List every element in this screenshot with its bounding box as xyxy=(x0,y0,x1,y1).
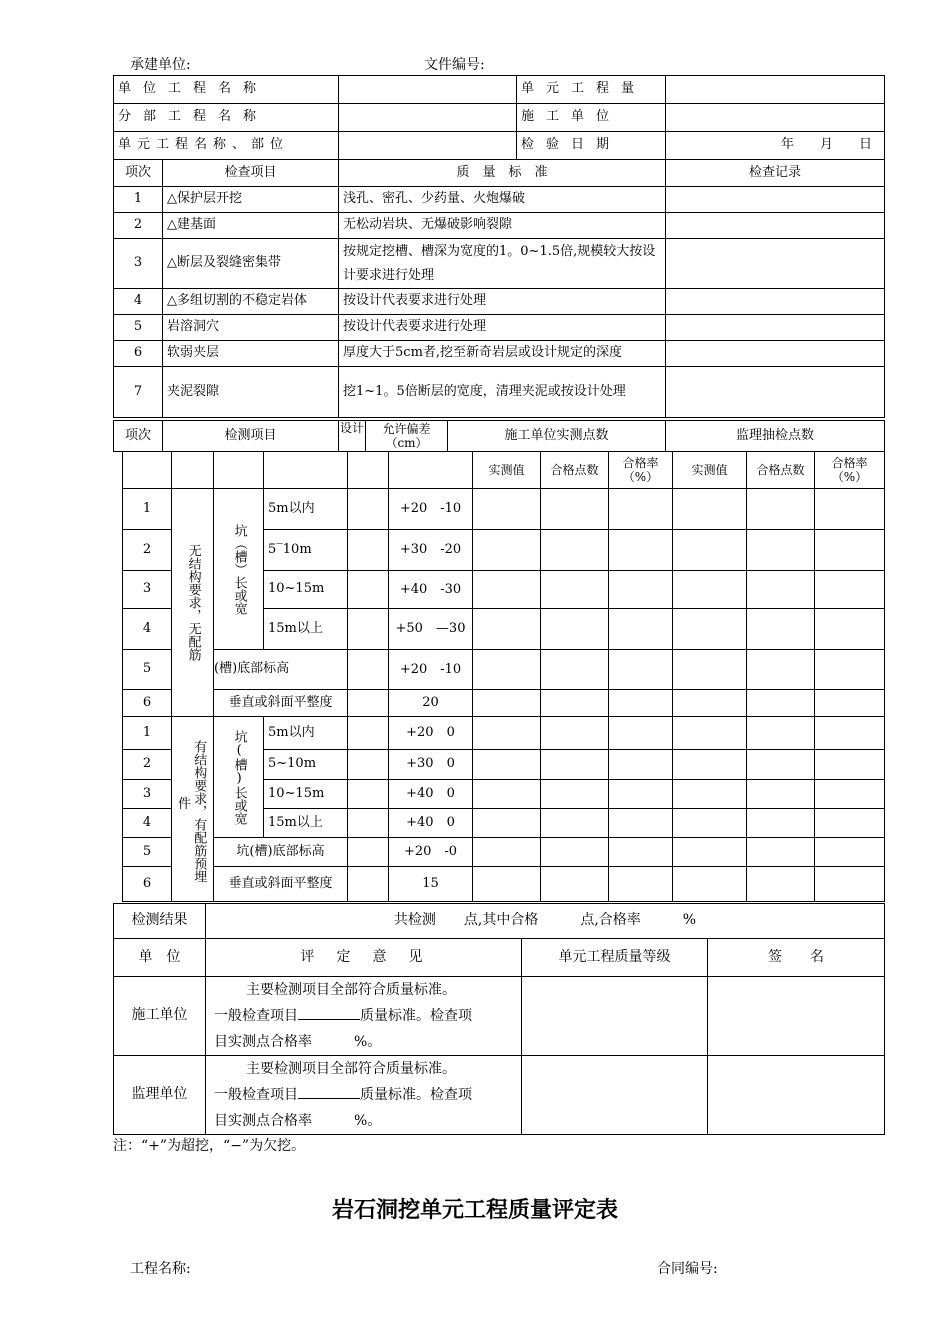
cell[interactable] xyxy=(815,750,885,780)
check-row-no: 3 xyxy=(114,239,163,289)
cell[interactable] xyxy=(609,609,673,650)
tolerance-value: +50 —30 xyxy=(389,609,473,650)
cell[interactable] xyxy=(609,571,673,609)
cell[interactable] xyxy=(747,489,815,530)
blank-line[interactable] xyxy=(298,1086,360,1099)
design-value[interactable] xyxy=(348,571,389,609)
measure-header-table xyxy=(113,420,885,452)
cell[interactable] xyxy=(541,750,609,780)
measure-row-range: 5‾10m xyxy=(264,530,348,571)
design-value[interactable] xyxy=(348,650,389,690)
unit-project-name-label: 单位工程名称 xyxy=(114,76,339,104)
group1-label: 无结构要求，无配筋 xyxy=(172,489,214,717)
contractor-row-label: 施工单位 xyxy=(114,977,206,1056)
measure-row-range: 10~15m xyxy=(264,780,348,809)
group2-label-cell xyxy=(172,717,214,902)
measure-row-no: 4 xyxy=(123,609,172,650)
file-no-label: 文件编号: xyxy=(424,57,485,73)
cell[interactable] xyxy=(673,838,747,867)
measure-row-no: 3 xyxy=(123,571,172,609)
cell[interactable] xyxy=(609,750,673,780)
design-value[interactable] xyxy=(348,750,389,780)
cell[interactable] xyxy=(815,867,885,902)
col-item-header: 检查项目 xyxy=(163,160,339,187)
check-row-item: 软弱夹层 xyxy=(163,341,339,367)
construction-unit-label: 施工单位 xyxy=(517,104,666,132)
design-value[interactable] xyxy=(348,530,389,571)
group2-side-label: 件 xyxy=(178,797,192,812)
cell[interactable] xyxy=(541,530,609,571)
cell[interactable] xyxy=(541,809,609,838)
tolerance-value: +20 -0 xyxy=(389,838,473,867)
cell[interactable] xyxy=(473,650,541,690)
check-row-standard: 按设计代表要求进行处理 xyxy=(339,289,666,315)
cell[interactable] xyxy=(609,867,673,902)
group2-label: 有结构要求，有配筋预埋 xyxy=(191,739,207,883)
cell[interactable] xyxy=(473,838,541,867)
check-row-standard: 按规定挖槽、槽深为宽度的1。0~1.5倍,规模较大按设计要求进行处理 xyxy=(339,239,666,289)
check-row-item: △断层及裂缝密集带 xyxy=(163,239,339,289)
check-row-item: △多组切割的不稳定岩体 xyxy=(163,289,339,315)
contract-no-label: 合同编号: xyxy=(657,1261,718,1277)
cell[interactable] xyxy=(473,867,541,902)
opinion-header: 评 定 意 见 xyxy=(206,939,522,977)
contractor-grade[interactable] xyxy=(522,977,708,1056)
group2-sub-label: 坑(槽)长或宽 xyxy=(214,717,264,838)
check-row-item: △建基面 xyxy=(163,213,339,239)
cell[interactable] xyxy=(815,809,885,838)
result-table xyxy=(113,903,885,1135)
measured-header: 实测值 xyxy=(473,452,541,489)
check-row-record[interactable] xyxy=(666,239,885,289)
group1-sub-label: 坑（槽）长或宽 xyxy=(214,489,264,650)
opinion-line-part: 一般检查项目 xyxy=(214,1087,298,1103)
contractor-opinion[interactable] xyxy=(206,977,522,1056)
measure-item-header: 检测项目 xyxy=(163,421,339,452)
cell[interactable] xyxy=(747,717,815,750)
cell[interactable] xyxy=(815,690,885,717)
footnote: 注：“+”为超挖，“−”为欠挖。 xyxy=(113,1138,306,1154)
opinion-line: 主要检测项目全部符合质量标准。 xyxy=(246,982,456,998)
cell[interactable] xyxy=(747,530,815,571)
pass-rate-header: 合格率（%） xyxy=(815,452,885,489)
opinion-line: 目实测点合格率 %。 xyxy=(214,1113,382,1129)
check-row-no: 1 xyxy=(114,187,163,213)
check-row-record[interactable] xyxy=(666,367,885,418)
opinion-line-part: 一般检查项目 xyxy=(214,1008,298,1024)
tolerance-value: +30 0 xyxy=(389,750,473,780)
cell[interactable] xyxy=(747,750,815,780)
cell[interactable] xyxy=(673,609,747,650)
supervisor-opinion[interactable] xyxy=(206,1056,522,1135)
cell[interactable] xyxy=(609,690,673,717)
cell[interactable] xyxy=(815,530,885,571)
opinion-line xyxy=(214,1003,517,1029)
unit-header: 单 位 xyxy=(114,939,206,977)
tolerance-value: +20 0 xyxy=(389,717,473,750)
measure-row-range: 10~15m xyxy=(264,571,348,609)
measure-row-range: 垂直或斜面平整度 xyxy=(214,690,348,717)
cell[interactable] xyxy=(673,489,747,530)
inspection-date-field[interactable]: 年 月 日 xyxy=(666,132,885,160)
cell[interactable] xyxy=(815,571,885,609)
cell[interactable] xyxy=(815,717,885,750)
opinion-line xyxy=(214,1082,517,1108)
cell[interactable] xyxy=(673,867,747,902)
check-row-record[interactable] xyxy=(666,315,885,341)
cell[interactable] xyxy=(673,571,747,609)
sign-header: 签 名 xyxy=(708,939,885,977)
check-row-item: 夹泥裂隙 xyxy=(163,367,339,418)
cell[interactable] xyxy=(473,571,541,609)
opinion-line: 主要检测项目全部符合质量标准。 xyxy=(246,1061,456,1077)
design-value[interactable] xyxy=(348,867,389,902)
design-value[interactable] xyxy=(348,809,389,838)
measure-row-no: 1 xyxy=(123,717,172,750)
measure-row-no: 4 xyxy=(123,809,172,838)
col-no-header: 项次 xyxy=(114,160,163,187)
tolerance-value: +20 -10 xyxy=(389,650,473,690)
design-value[interactable] xyxy=(348,780,389,809)
pass-rate-header: 合格率（%） xyxy=(609,452,673,489)
sub-project-name-label: 分部工程名称 xyxy=(114,104,339,132)
check-row-no: 4 xyxy=(114,289,163,315)
cell[interactable] xyxy=(541,609,609,650)
measure-row-no: 6 xyxy=(123,867,172,902)
check-row-record[interactable] xyxy=(666,213,885,239)
cell[interactable] xyxy=(609,717,673,750)
cell[interactable] xyxy=(815,650,885,690)
design-value[interactable] xyxy=(348,690,389,717)
cell[interactable] xyxy=(473,809,541,838)
cell[interactable] xyxy=(609,780,673,809)
measure-row-no: 6 xyxy=(123,690,172,717)
inspection-date-label: 检验日期 xyxy=(517,132,666,160)
cell[interactable] xyxy=(609,530,673,571)
cell[interactable] xyxy=(541,867,609,902)
measure-row-no: 2 xyxy=(123,750,172,780)
measure-row-range: 坑(槽)底部标高 xyxy=(214,838,348,867)
grade-header: 单元工程质量等级 xyxy=(522,939,708,977)
measure-row-range: 5~10m xyxy=(264,750,348,780)
measure-table xyxy=(122,451,885,902)
check-row-standard: 按设计代表要求进行处理 xyxy=(339,315,666,341)
design-value[interactable] xyxy=(348,609,389,650)
measure-row-no: 3 xyxy=(123,780,172,809)
cell[interactable] xyxy=(473,609,541,650)
qualified-points-header: 合格点数 xyxy=(747,452,815,489)
tolerance-value: 20 xyxy=(389,690,473,717)
unit-project-name-field[interactable] xyxy=(339,76,517,104)
check-row-item: △保护层开挖 xyxy=(163,187,339,213)
col-record-header: 检查记录 xyxy=(666,160,885,187)
contractor-points-header: 施工单位实测点数 xyxy=(448,421,666,452)
check-row-no: 2 xyxy=(114,213,163,239)
blank-line[interactable] xyxy=(298,1007,360,1020)
cell[interactable] xyxy=(473,690,541,717)
cell[interactable] xyxy=(473,750,541,780)
cell[interactable] xyxy=(473,780,541,809)
cell[interactable] xyxy=(541,717,609,750)
cell[interactable] xyxy=(541,489,609,530)
check-row-standard: 浅孔、密孔、少药量、火炮爆破 xyxy=(339,187,666,213)
opinion-line-part: 质量标准。检查项 xyxy=(360,1008,472,1024)
tolerance-value: +40 0 xyxy=(389,780,473,809)
measure-row-no: 5 xyxy=(123,838,172,867)
check-row-record[interactable] xyxy=(666,187,885,213)
cell[interactable] xyxy=(673,750,747,780)
check-table xyxy=(113,75,885,418)
tolerance-value: +40 0 xyxy=(389,809,473,838)
check-row-record[interactable] xyxy=(666,341,885,367)
unit-quantity-label: 单元工程量 xyxy=(517,76,666,104)
measure-row-no: 5 xyxy=(123,650,172,690)
check-row-no: 6 xyxy=(114,341,163,367)
cell[interactable] xyxy=(673,717,747,750)
construction-unit-field[interactable] xyxy=(666,104,885,132)
cell[interactable] xyxy=(815,489,885,530)
cell[interactable] xyxy=(541,571,609,609)
second-form-title: 岩石洞挖单元工程质量评定表 xyxy=(331,1198,618,1223)
cell[interactable] xyxy=(747,867,815,902)
opinion-line: 目实测点合格率 %。 xyxy=(214,1034,382,1050)
measure-row-range: 5m以内 xyxy=(264,489,348,530)
cell[interactable] xyxy=(673,690,747,717)
project-name-label: 工程名称: xyxy=(130,1261,191,1277)
cell[interactable] xyxy=(673,650,747,690)
qualified-points-header: 合格点数 xyxy=(541,452,609,489)
element-name-label: 单元工程名称、部位 xyxy=(114,132,339,160)
measure-row-range: 15m以上 xyxy=(264,809,348,838)
check-row-item: 岩溶洞穴 xyxy=(163,315,339,341)
design-value[interactable] xyxy=(348,489,389,530)
result-text[interactable]: 共检测 点,其中合格 点,合格率 % xyxy=(206,904,885,939)
cell[interactable] xyxy=(747,690,815,717)
contractor-sign[interactable] xyxy=(708,977,885,1056)
cell[interactable] xyxy=(673,780,747,809)
measure-row-range: 15m以上 xyxy=(264,609,348,650)
measure-row-no: 1 xyxy=(123,489,172,530)
check-row-standard: 厚度大于5cm者,挖至新奇岩层或设计规定的深度 xyxy=(339,341,666,367)
sub-project-name-field[interactable] xyxy=(339,104,517,132)
supervisor-row-label: 监理单位 xyxy=(114,1056,206,1135)
check-row-no: 5 xyxy=(114,315,163,341)
cell[interactable] xyxy=(473,717,541,750)
cell[interactable] xyxy=(815,780,885,809)
cell[interactable] xyxy=(747,609,815,650)
element-name-field[interactable] xyxy=(339,132,517,160)
measure-no-header: 项次 xyxy=(114,421,163,452)
cell[interactable] xyxy=(541,838,609,867)
cell[interactable] xyxy=(541,650,609,690)
cell[interactable] xyxy=(815,838,885,867)
check-row-standard: 无松动岩块、无爆破影响裂隙 xyxy=(339,213,666,239)
supervisor-grade[interactable] xyxy=(522,1056,708,1135)
tolerance-value: +20 -10 xyxy=(389,489,473,530)
cell[interactable] xyxy=(815,609,885,650)
check-row-record[interactable] xyxy=(666,289,885,315)
cell[interactable] xyxy=(747,650,815,690)
measured-header: 实测值 xyxy=(673,452,747,489)
cell[interactable] xyxy=(747,571,815,609)
check-row-no: 7 xyxy=(114,367,163,418)
cell[interactable] xyxy=(609,809,673,838)
measure-row-range: 垂直或斜面平整度 xyxy=(214,867,348,902)
cell[interactable] xyxy=(747,809,815,838)
cell[interactable] xyxy=(473,489,541,530)
result-label: 检测结果 xyxy=(114,904,206,939)
measure-row-no: 2 xyxy=(123,530,172,571)
cell[interactable] xyxy=(609,838,673,867)
cell[interactable] xyxy=(541,690,609,717)
opinion-line-part: 质量标准。检查项 xyxy=(360,1087,472,1103)
measure-row-range: 5m以内 xyxy=(264,717,348,750)
tolerance-value: 15 xyxy=(389,867,473,902)
check-row-standard: 挖1~1。5倍断层的宽度，清理夹泥或按设计处理 xyxy=(339,367,666,418)
tolerance-value: +30 -20 xyxy=(389,530,473,571)
supervisor-points-header: 监理抽检点数 xyxy=(666,421,885,452)
tolerance-value: +40 -30 xyxy=(389,571,473,609)
cell[interactable] xyxy=(609,650,673,690)
unit-quantity-field[interactable] xyxy=(666,76,885,104)
measure-row-range: (槽)底部标高 xyxy=(214,650,348,690)
design-value[interactable] xyxy=(348,717,389,750)
cell[interactable] xyxy=(473,530,541,571)
contractor-label: 承建单位: xyxy=(130,57,191,73)
col-standard-header: 质 量 标 准 xyxy=(339,160,666,187)
tolerance-header: 允许偏差（cm） xyxy=(366,421,448,452)
cell[interactable] xyxy=(609,489,673,530)
supervisor-sign[interactable] xyxy=(708,1056,885,1135)
design-value[interactable] xyxy=(348,838,389,867)
cell[interactable] xyxy=(673,530,747,571)
cell[interactable] xyxy=(747,780,815,809)
design-header: 设计 xyxy=(339,421,366,452)
cell[interactable] xyxy=(541,780,609,809)
cell[interactable] xyxy=(673,809,747,838)
cell[interactable] xyxy=(747,838,815,867)
